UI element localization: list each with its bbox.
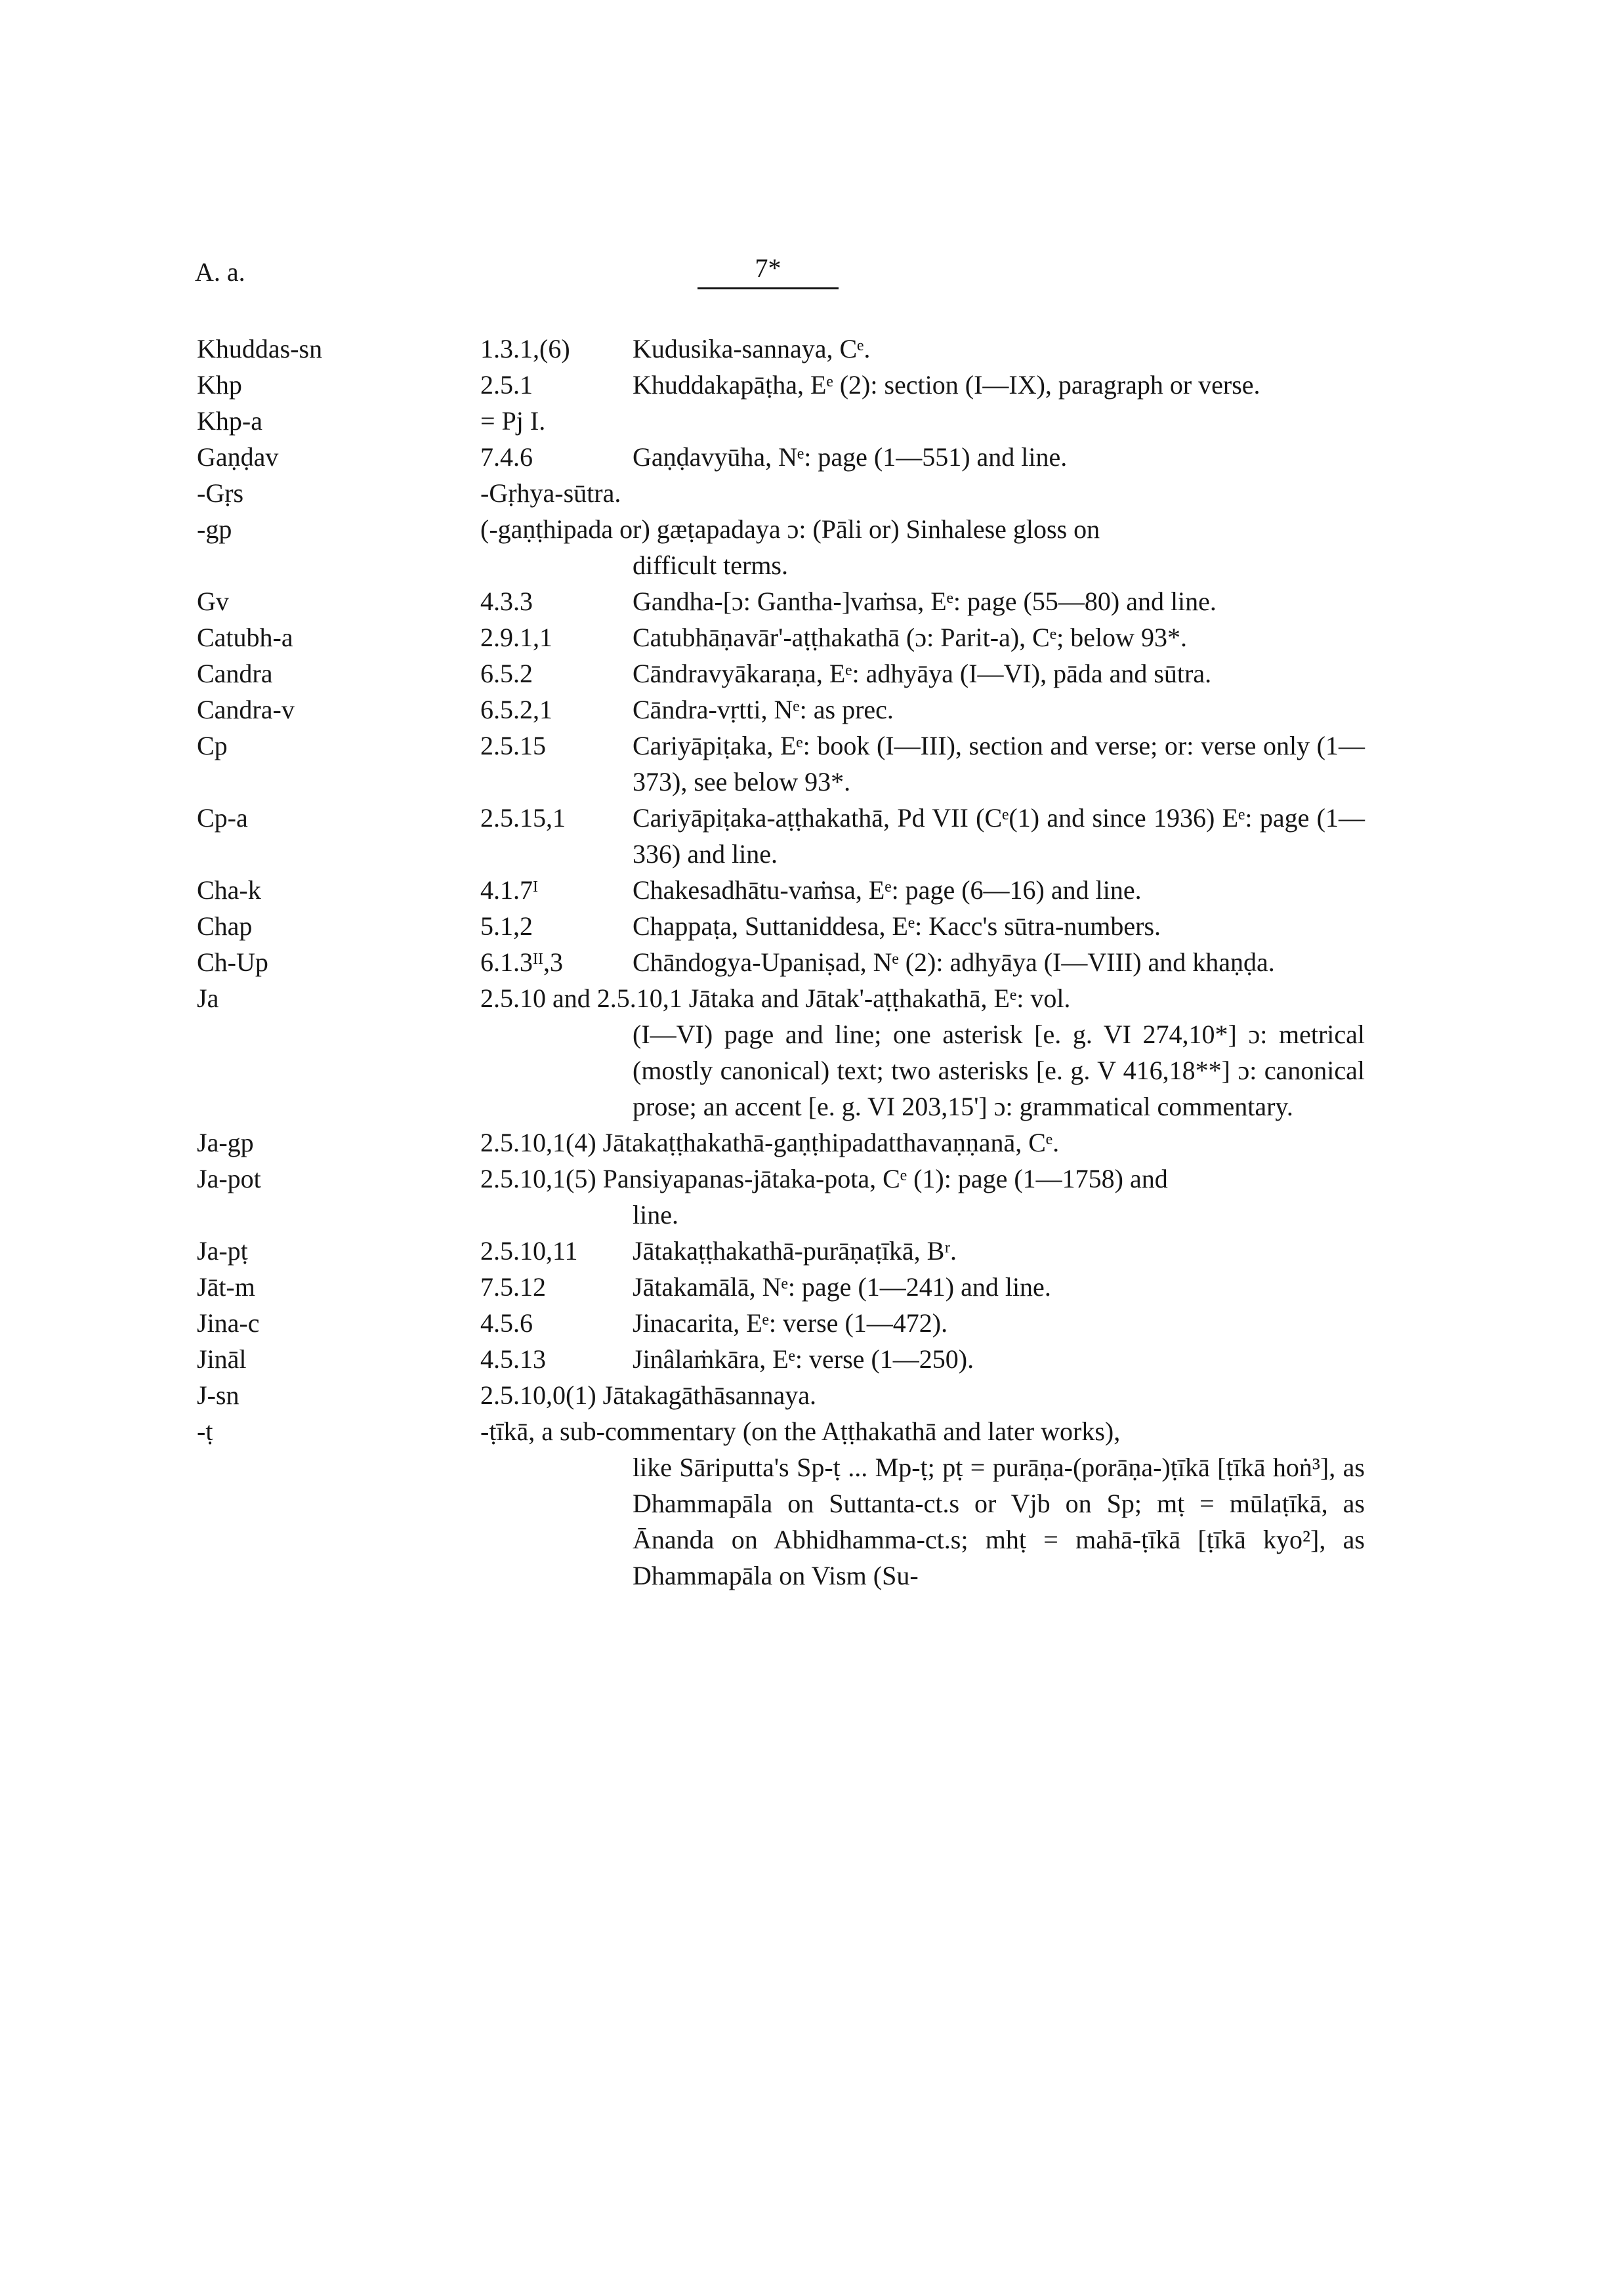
entry-description-continued: like Sāriputta's Sp-ṭ ... Mp-ṭ; pṭ = purāṇa-(porāṇa-)ṭīkā [ṭīkā hoṅ³], as Dhammapāla on Suttanta-ct.s or Vjb on Sp; mṭ = mūlaṭīkā, as Ānanda on Abhidhamma-ct.s; mhṭ = mahā-ṭīkā [ṭīkā kyo²], as Dhammapāla on Vism (Su- [633, 1453, 1365, 1590]
entry-abbreviation: -Gṛs [197, 478, 244, 508]
entry-abbreviation: Ch-Up [197, 947, 268, 977]
entry-reference: 4.3.3 [480, 587, 533, 616]
entry-abbreviation: Jāt-m [197, 1272, 255, 1302]
list-item [197, 1233, 1365, 1269]
entry-reference: 2.5.10,11 [480, 1236, 578, 1266]
entry-abbreviation: Ja [197, 983, 219, 1013]
entry-abbreviation: Khp [197, 370, 242, 400]
entry-description-continued: line. [633, 1200, 678, 1230]
entry-reference: 6.5.2,1 [480, 695, 552, 724]
list-item [197, 511, 1365, 583]
entry-description: 2.5.10 and 2.5.10,1 Jātaka and Jātak'-aṭṭhakathā, Eᵉ: vol. [480, 983, 1071, 1013]
list-item [197, 619, 1365, 655]
list-item [197, 655, 1365, 692]
entry-description: Chappaṭa, Suttaniddesa, Eᵉ: Kacc's sūtra-numbers. [633, 911, 1161, 941]
list-item [197, 1305, 1365, 1341]
list-item [197, 944, 1365, 980]
entry-description: 2.5.10,1(5) Pansiyapanas-jātaka-pota, Cᵉ (1): page (1—1758) and [480, 1164, 1168, 1193]
list-item [197, 583, 1365, 619]
entry-reference: 4.1.7ᴵ [480, 875, 538, 905]
list-item [197, 872, 1365, 908]
entry-reference: 2.9.1,1 [480, 623, 552, 652]
entry-abbreviation: -gp [197, 514, 232, 544]
entry-abbreviation: Ja-pṭ [197, 1236, 248, 1266]
entry-reference: 7.4.6 [480, 442, 533, 472]
entry-reference: 1.3.1,(6) [480, 334, 570, 363]
list-item [197, 728, 1365, 800]
entry-description: Kudusika-sannaya, Cᵉ. [633, 334, 871, 363]
entry-description: Jātakaṭṭhakathā-purāṇaṭīkā, Bʳ. [633, 1236, 957, 1266]
entry-description-continued: (I—VI) page and line; one asterisk [e. g. VI 274,10*] ɔ: metrical (mostly canonical) text; two asterisks [e. g. V 416,18**] ɔ: canonical prose; an accent [e. g. VI 203,15'] ɔ: grammatical commentary. [633, 1020, 1365, 1121]
entry-abbreviation: Chap [197, 911, 253, 941]
abbreviation-list [197, 331, 1365, 1594]
entry-description-continued: difficult terms. [633, 550, 788, 580]
entry-description: Jātakamālā, Nᵉ: page (1—241) and line. [633, 1272, 1051, 1302]
entry-description: -Gṛhya-sūtra. [480, 478, 621, 508]
entry-abbreviation: Ja-gp [197, 1128, 254, 1157]
entry-description: Catubhāṇavār'-aṭṭhakathā (ɔ: Parit-a), Cᵉ; below 93*. [633, 623, 1187, 652]
section-mark: A. a. [195, 257, 245, 287]
entry-description: Cāndravyākaraṇa, Eᵉ: adhyāya (I—VI), pāda and sūtra. [633, 659, 1212, 688]
entry-reference: 2.5.15,1 [480, 803, 566, 833]
page-number: 7* [697, 253, 839, 289]
entry-abbreviation: Khuddas-sn [197, 334, 323, 363]
entry-reference: = Pj I. [480, 406, 546, 436]
entry-abbreviation: Catubh-a [197, 623, 293, 652]
list-item [197, 1413, 1365, 1594]
list-item [197, 403, 1365, 439]
entry-abbreviation: Khp-a [197, 406, 262, 436]
entry-abbreviation: -ṭ [197, 1416, 213, 1446]
entry-abbreviation: Jina-c [197, 1308, 260, 1338]
entry-description: Chakesadhātu-vaṁsa, Eᵉ: page (6—16) and line. [633, 875, 1142, 905]
entry-abbreviation: Jināl [197, 1344, 247, 1374]
list-item [197, 367, 1365, 403]
list-item [197, 1125, 1365, 1161]
entry-abbreviation: Cp-a [197, 803, 248, 833]
entry-description: 2.5.10,0(1) Jātakagāthāsannaya. [480, 1380, 817, 1410]
list-item [197, 1377, 1365, 1413]
entry-description: Cariyāpiṭaka-aṭṭhakathā, Pd VII (Cᵉ(1) and since 1936) Eᵉ: page (1—336) and line. [633, 803, 1365, 869]
entry-abbreviation: Cha-k [197, 875, 261, 905]
entry-abbreviation: J-sn [197, 1380, 239, 1410]
entry-description: -ṭīkā, a sub-commentary (on the Aṭṭhakathā and later works), [480, 1416, 1121, 1446]
entry-description: 2.5.10,1(4) Jātakaṭṭhakathā-gaṇṭhipadatthavaṇṇanā, Cᵉ. [480, 1128, 1060, 1157]
entry-reference: 6.1.3ᴵᴵ,3 [480, 947, 563, 977]
entry-reference: 5.1,2 [480, 911, 533, 941]
entry-abbreviation: Candra-v [197, 695, 295, 724]
entry-abbreviation: Cp [197, 731, 228, 760]
entry-description: Chāndogya-Upaniṣad, Nᵉ (2): adhyāya (I—VIII) and khaṇḍa. [633, 947, 1275, 977]
entry-abbreviation: Candra [197, 659, 273, 688]
list-item [197, 1269, 1365, 1305]
list-item [197, 331, 1365, 367]
entry-reference: 2.5.1 [480, 370, 533, 400]
entry-reference: 6.5.2 [480, 659, 533, 688]
entry-reference: 4.5.13 [480, 1344, 546, 1374]
entry-abbreviation: Gaṇḍav [197, 442, 279, 472]
list-item [197, 1161, 1365, 1233]
list-item [197, 980, 1365, 1125]
entry-reference: 7.5.12 [480, 1272, 546, 1302]
entry-reference: 4.5.6 [480, 1308, 533, 1338]
entry-description: Cāndra-vṛtti, Nᵉ: as prec. [633, 695, 894, 724]
list-item [197, 1341, 1365, 1377]
list-item [197, 439, 1365, 475]
list-item [197, 908, 1365, 944]
entry-description: (-gaṇṭhipada or) gæṭapadaya ɔ: (Pāli or) Sinhalese gloss on [480, 514, 1100, 544]
entry-description: Cariyāpiṭaka, Eᵉ: book (I—III), section and verse; or: verse only (1—373), see below 93*. [633, 731, 1365, 796]
entry-description: Khuddakapāṭha, Eᵉ (2): section (I—IX), paragraph or verse. [633, 370, 1260, 400]
list-item [197, 800, 1365, 872]
entry-description: Gaṇḍavyūha, Nᵉ: page (1—551) and line. [633, 442, 1068, 472]
list-item [197, 692, 1365, 728]
entry-description: Gandha-[ɔ: Gantha-]vaṁsa, Eᵉ: page (55—80) and line. [633, 587, 1217, 616]
entry-description: Jinacarita, Eᵉ: verse (1—472). [633, 1308, 948, 1338]
entry-description: Jinâlaṁkāra, Eᵉ: verse (1—250). [633, 1344, 974, 1374]
entry-abbreviation: Gv [197, 587, 229, 616]
entry-abbreviation: Ja-pot [197, 1164, 261, 1193]
entry-reference: 2.5.15 [480, 731, 546, 760]
list-item [197, 475, 1365, 511]
